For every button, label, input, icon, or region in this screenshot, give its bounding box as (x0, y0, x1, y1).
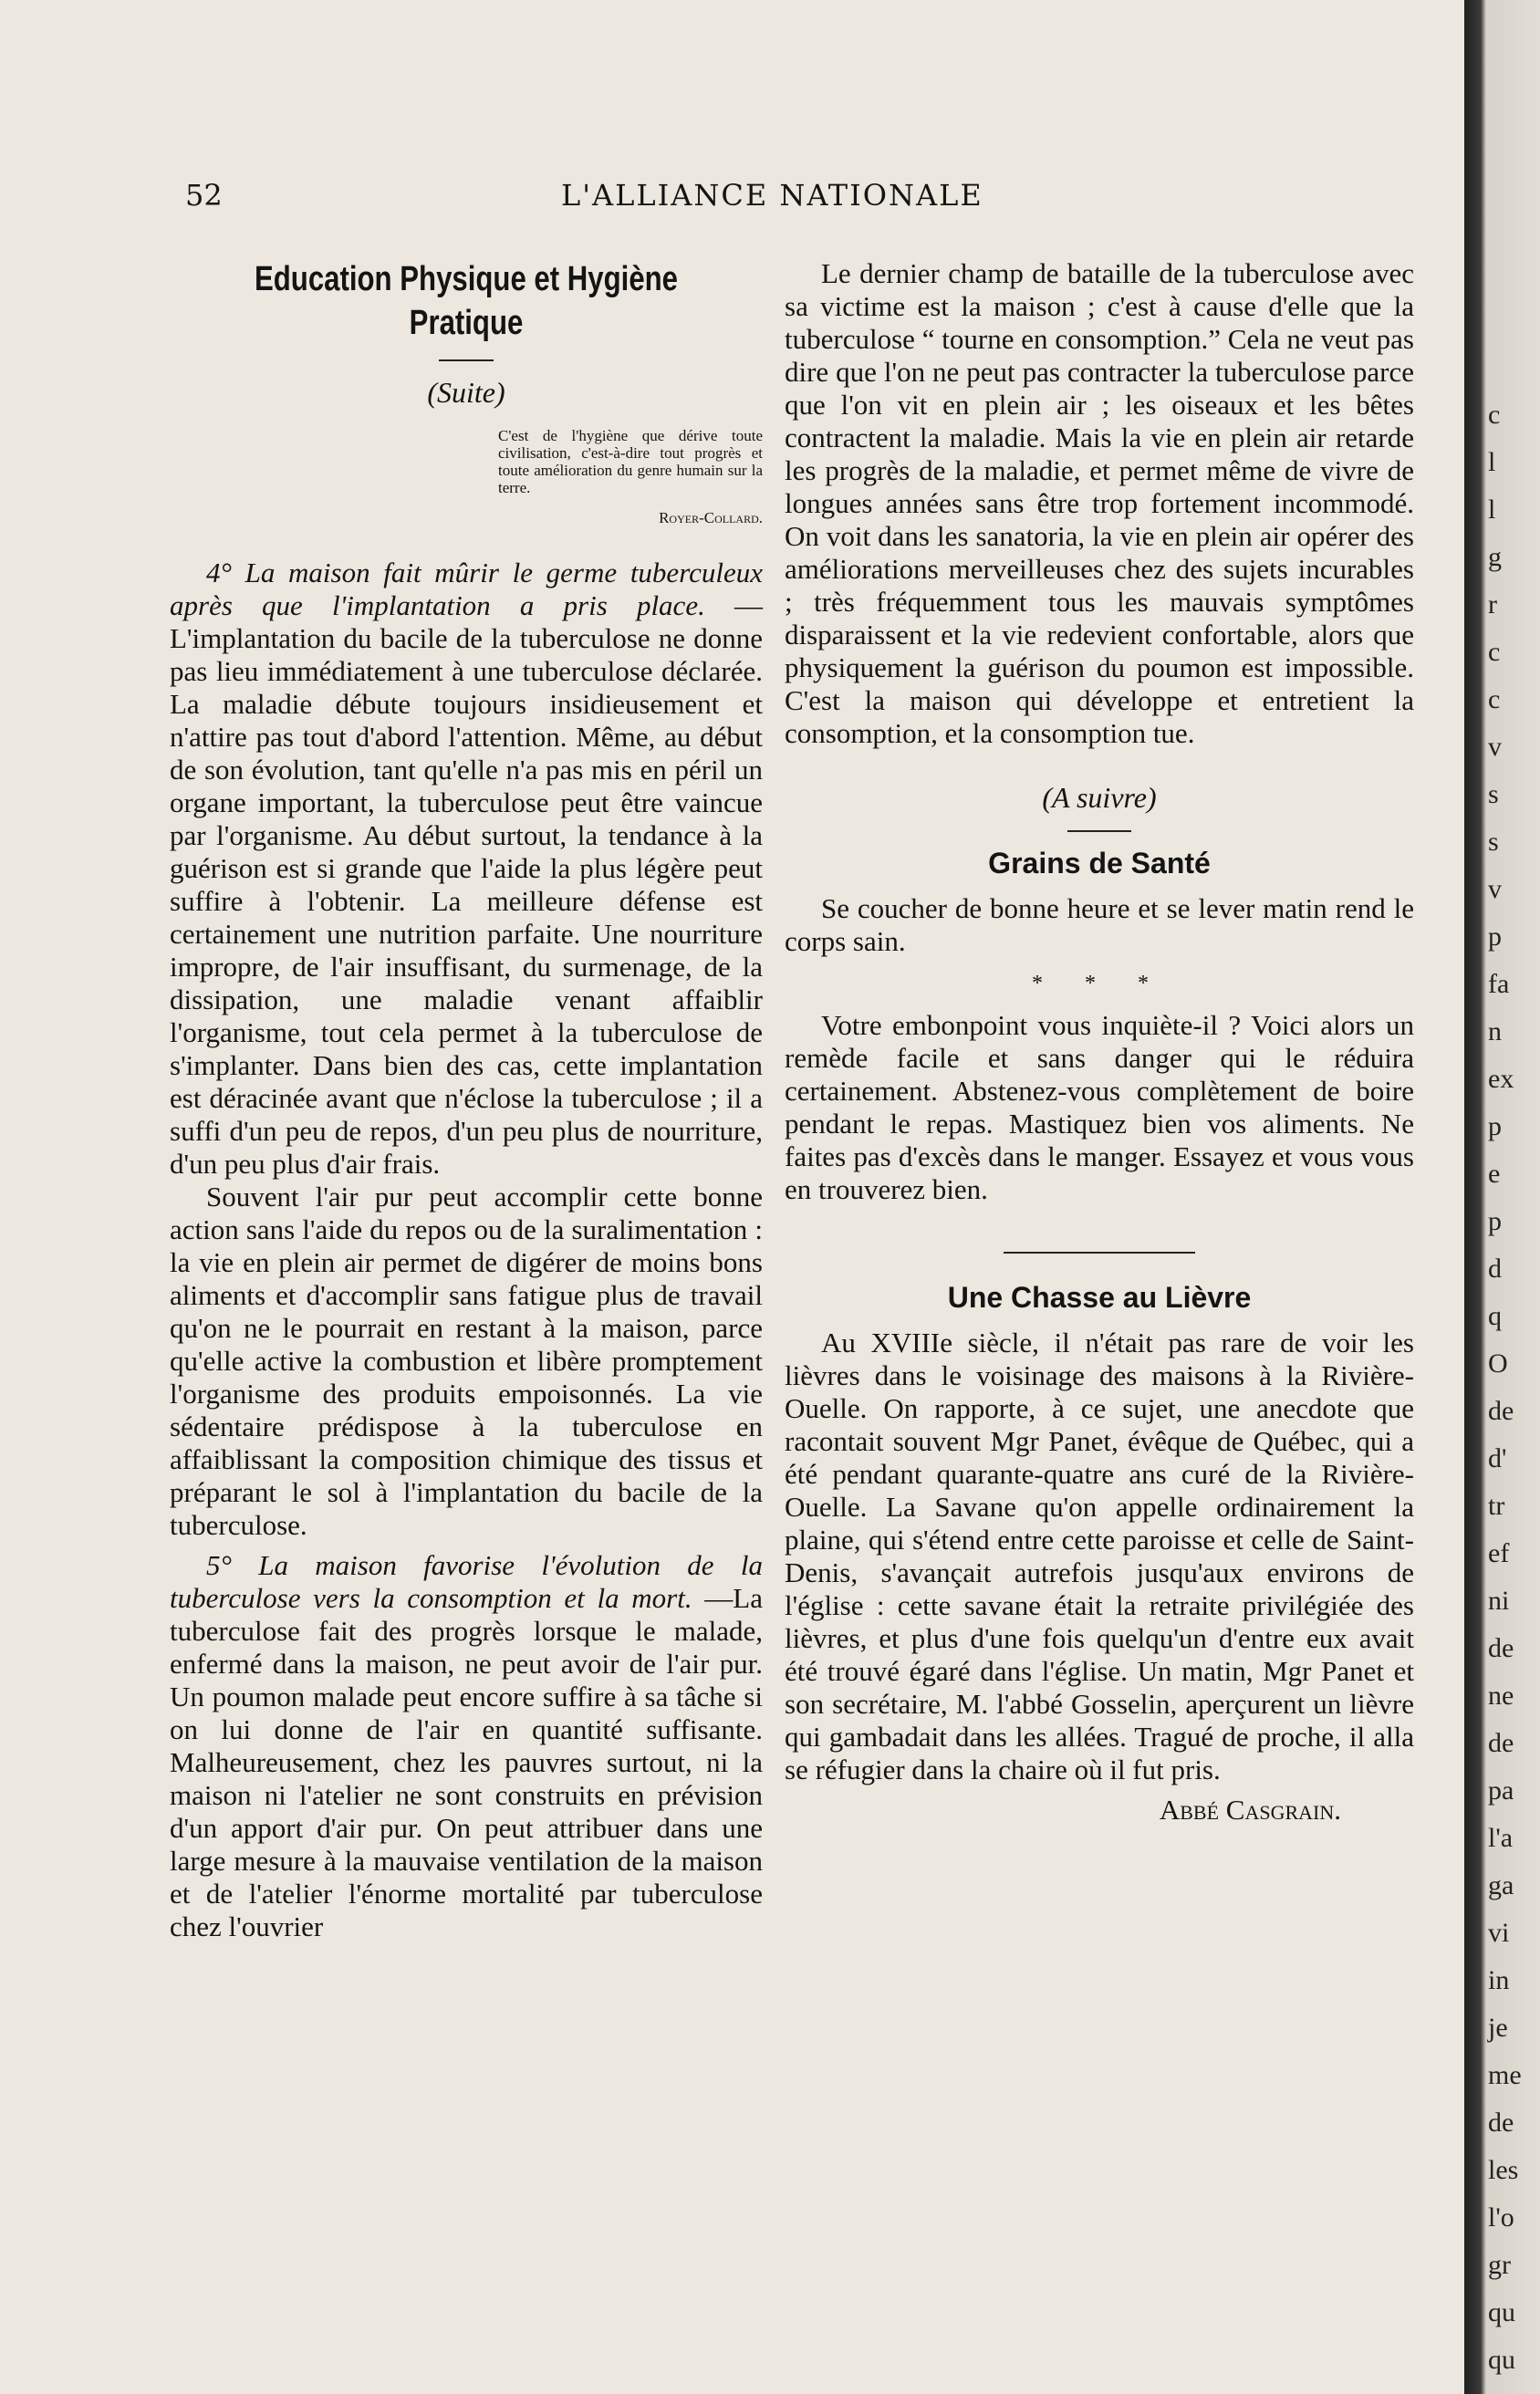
margin-letter: s (1488, 827, 1499, 857)
margin-letter: de (1488, 1728, 1514, 1758)
chasse-title: Une Chasse au Lièvre (947, 1281, 1252, 1314)
margin-letter: r (1488, 589, 1497, 619)
margin-letter: v (1488, 874, 1502, 904)
margin-letter: ni (1488, 1586, 1510, 1616)
a-suivre-label: (A suivre) (1042, 781, 1157, 814)
title-rule (439, 359, 494, 361)
grains-title: Grains de Santé (988, 847, 1211, 880)
margin-letter: de (1488, 2108, 1514, 2138)
margin-letter: l (1488, 447, 1496, 477)
chasse-paragraph: Au XVIIIe siècle, il n'était pas rare de voir les lièvres dans le voisinage des maisons à la Rivière-Ouelle. On rapporte, à ce sujet, une anecdote que racontait souvent Mgr Panet, évêque de Québec, qui a été pendant quarante-quatre ans curé de la Rivière-Ouelle. La Savane qu'on appelle ordinairement la plaine, qui s'étend entre cette paroisse et celle de Saint-Denis, s'avançait autrefois jusqu'aux environs de l'église : cette savane était la retraite privilégiée des lièvres, et plus d'une fois quelqu'un d'entre eux avait été trouvé égaré dans l'église. Un matin, Mgr Panet et son secrétaire, M. l'abbé Gosselin, aperçurent un lièvre qui gambadait dans les allées. Tragué de proche, il alla se réfugier dans la chaire où il fut pris. (785, 1327, 1414, 1785)
grains-paragraph-1: Se coucher de bonne heure et se lever matin rend le corps sain. (785, 892, 1414, 957)
section-rule-2 (1004, 1252, 1195, 1254)
margin-letter: les (1488, 2155, 1519, 2185)
margin-letter: d (1488, 1254, 1502, 1284)
margin-letter: l'o (1488, 2202, 1514, 2233)
grains-paragraph-2: Votre embonpoint vous inquiète-il ? Voici alors un remède facile et sans danger qui le réduira certainement. Abstenez-vous complètement de boire pendant le repas. Mastiquez bien vos aliments. Ne faites pas d'excès dans le manger. Essayez et vous vous en trouverez bien. (785, 1009, 1414, 1205)
left-column (170, 257, 763, 1943)
margin-letter: p (1488, 921, 1502, 952)
margin-letter: n (1488, 1016, 1502, 1046)
margin-letter: d' (1488, 1443, 1507, 1473)
signature: Abbé Casgrain. (1159, 1794, 1341, 1826)
adjacent-page-margin (1464, 0, 1540, 2394)
paragraph-4-text: — L'implantation du bacile de la tuberculose ne donne pas lieu immédiatement à une tuberculose déclarée. La maladie débute toujours insidieusement et n'attire pas tout d'abord l'attention. Même, au début de son évolution, tant qu'elle n'a pas mis en péril un organe important, la tuberculose peut être vaincue par l'organisme. Au début surtout, la tendance à la guérison est si grande que l'aide la plus légère peut suffire à l'obtenir. La meilleure défense est certainement une nutrition parfaite. Une nourriture impropre, de l'air insuffisant, du surmenage, de la dissipation, une maladie venant affaiblir l'organisme, tout cela permet à la tuberculose de s'implanter. Dans bien des cas, cette implantation est déracinée avant que n'éclose la tuberculose ; il a suffi d'un peu de repos, d'un peu plus de nourriture, d'un peu plus d'air frais. (170, 589, 763, 1180)
margin-letter: s (1488, 779, 1499, 809)
epigraph: C'est de l'hygiène que dérive toute civilisation, c'est-à-dire tout progrès et toute amélioration du genre humain sur la terre. (498, 427, 763, 496)
margin-letter: in (1488, 1965, 1510, 1995)
margin-letter: gr (1488, 2250, 1511, 2280)
section-rule-1 (1067, 830, 1131, 832)
paragraph-continued: Le dernier champ de bataille de la tuberculose avec sa victime est la maison ; c'est à cause d'elle que la tuberculose “ tourne en consomption.” Cela ne veut pas dire que l'on ne peut pas contracter la tuberculose parce que l'on vit en plein air ; les oiseaux et les bêtes contractent la maladie. Mais la vie en plein air retarde les progrès de la maladie, et permet même de vivre de longues années sans être trop fortement incommodé. On voit dans les sanatoria, la vie en plein air opérer des améliorations merveilleuses chez des sujets incurables ; très fréquemment tous les mauvais symptômes disparaissent et la vie redevient confortable, alors que physiquement la guérison du poumon est impossible. C'est la maison qui développe et entretient la consomption, et la consomption tue. (785, 257, 1414, 749)
right-column (785, 257, 1414, 1827)
paragraph-5-text: —La tuberculose fait des progrès lorsque le malade, enfermé dans la maison, ne peut avoir de l'air pur. Un poumon malade peut encore suffire à sa tâche si on lui donne de l'air en quantité suffisante. Malheureusement, chez les pauvres surtout, ni la maison ni l'atelier ne sont construits en prévision d'un apport d'air pur. On peut attribuer dans une large mesure à la mauvaise ventilation de la maison et de l'atelier l'énorme mortalité par tuberculose chez l'ouvrier (170, 1582, 763, 1942)
margin-letter: e (1488, 1159, 1501, 1189)
margin-letter: q (1488, 1301, 1502, 1331)
margin-letter: c (1488, 400, 1501, 430)
paragraph-4-heading: 4° La maison fait mûrir le germe tuberculeux après que l'implantation a pris place. (170, 557, 763, 621)
margin-letter: je (1488, 2013, 1508, 2043)
running-head: L'ALLIANCE NATIONALE (561, 178, 983, 213)
margin-letter: qu (1488, 2297, 1515, 2327)
margin-letter: fa (1488, 969, 1510, 999)
margin-letter: v (1488, 732, 1502, 762)
suite-label: (Suite) (427, 376, 505, 409)
separator-stars: * * * (1032, 972, 1167, 995)
margin-letter: pa (1488, 1775, 1514, 1806)
margin-letter: tr (1488, 1491, 1505, 1521)
margin-letter: me (1488, 2060, 1522, 2090)
margin-letter: ne (1488, 1681, 1514, 1711)
margin-letter: l (1488, 494, 1496, 525)
margin-letter: de (1488, 1396, 1514, 1426)
article-title-line1: Education Physique et Hygiène (254, 260, 679, 298)
margin-letter: c (1488, 637, 1501, 667)
paragraph-air: Souvent l'air pur peut accomplir cette bonne action sans l'aide du repos ou de la suralimentation : la vie en plein air permet de digérer de moins bons aliments et d'accomplir sans fatigue plus de travail qu'on ne le pourrait en restant à la maison, parce qu'elle active la combustion et libère promptement l'organisme des produits empoisonnés. La vie sédentaire prédispose à la tuberculose en affaiblissant la composition chimique des tissus et préparant le sol à l'implantation du bacile de la tuberculose. (170, 1181, 763, 1541)
margin-letter: c (1488, 684, 1501, 714)
margin-letter: g (1488, 542, 1502, 572)
paragraph-5-heading: 5° La maison favorise l'évolution de la tuberculose vers la consomption et la mort. (170, 1549, 763, 1614)
margin-letter: vi (1488, 1918, 1510, 1948)
margin-letter: qu (1488, 2345, 1515, 2375)
margin-letter: ga (1488, 1870, 1514, 1900)
margin-letter: p (1488, 1206, 1502, 1236)
page-number: 52 (185, 178, 223, 213)
margin-letter: l'a (1488, 1823, 1514, 1853)
epigraph-author: Royer-Collard. (659, 509, 763, 526)
margin-letter: p (1488, 1111, 1502, 1141)
margin-letter: O (1488, 1348, 1508, 1379)
margin-letter: de (1488, 1633, 1514, 1663)
paragraph-5 (170, 1549, 763, 1943)
margin-letter: ex (1488, 1064, 1514, 1094)
paragraph-4 (170, 557, 763, 1181)
margin-letter: ef (1488, 1538, 1510, 1568)
article-title-line2: Pratique (409, 304, 524, 342)
